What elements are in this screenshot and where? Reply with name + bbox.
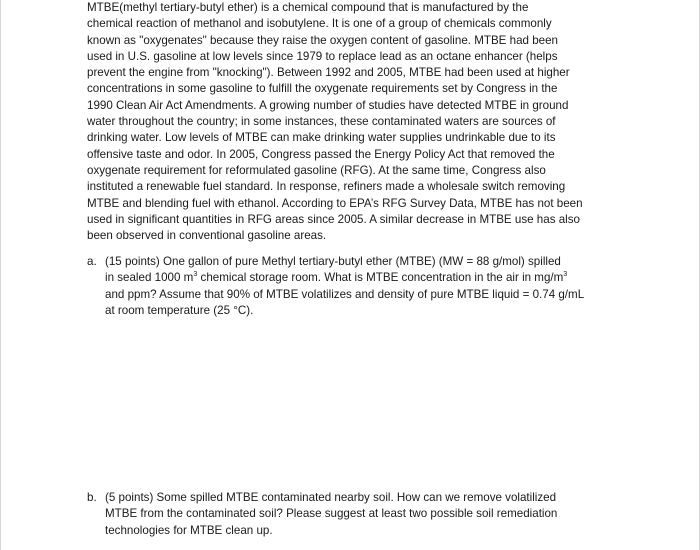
- question-b-text: [105, 490, 627, 539]
- intro-line: used in significant quantities in RFG areas since 2005. A similar decrease in MTBE use has also: [87, 212, 580, 226]
- intro-line: water throughout the country; in some instances, these contaminated waters are sources of: [87, 115, 556, 129]
- question-b-line: technologies for MTBE clean up.: [105, 523, 273, 537]
- intro-line: prevent the engine from "knocking"). Between 1992 and 2005, MTBE had been used at higher: [87, 66, 570, 80]
- question-b-line: (5 points) Some spilled MTBE contaminated nearby soil. How can we remove volatilized: [105, 491, 557, 504]
- intro-line: concentrations in some gasoline to fulfill the oxygenate requirements set by Congress in the: [87, 82, 558, 96]
- intro-line: offensive taste and odor. In 2005, Congress passed the Energy Policy Act that removed the: [87, 147, 555, 161]
- intro-line: oxygenate requirement for reformulated gasoline (RFG). At the same time, Congress also: [87, 163, 546, 177]
- question-a-text: [105, 254, 627, 319]
- intro-line: MTBE and blending fuel with ethanol. According to EPA’s RFG Survey Data, MTBE has not been: [87, 196, 583, 210]
- question-b-line: MTBE from the contaminated soil? Please suggest at least two possible soil remediation: [105, 507, 558, 521]
- intro-line: used in U.S. gasoline at low levels since 1979 to replace lead as an octane enhancer (helps: [87, 49, 558, 63]
- page-left-edge: [0, 0, 1, 550]
- intro-line: drinking water. Low levels of MTBE can make drinking water supplies undrinkable due to its: [87, 131, 556, 145]
- question-a-line-1: (15 points) One gallon of pure Methyl tertiary-butyl ether (MTBE) (MW = 88 g/mol) spilled: [105, 255, 561, 268]
- question-a-line-2-start: in sealed 1000 m: [105, 271, 194, 285]
- document-page: [87, 0, 607, 537]
- intro-line: known as "oxygenates" because they raise the oxygen content of gasoline. MTBE had been: [87, 33, 558, 47]
- intro-line: chemical reaction of methanol and isobutylene. It is one of a group of chemicals commonly: [87, 17, 552, 31]
- question-a-line-2: [105, 270, 627, 286]
- intro-line: been observed in conventional gasoline areas.: [87, 229, 327, 243]
- intro-line: 1990 Clean Air Act Amendments. A growing number of studies have detected MTBE in ground: [87, 98, 569, 112]
- superscript-cubed: 3: [563, 269, 568, 279]
- intro-line: MTBE(methyl tertiary-butyl ether) is a chemical compound that is manufactured by the: [87, 1, 529, 14]
- question-a-marker: a.: [87, 255, 97, 268]
- question-a-line-2-middle: chemical storage room. What is MTBE concentration in the air in mg/m: [197, 271, 564, 285]
- intro-line: instituted a renewable fuel standard. In response, refiners made a wholesale switch removing: [87, 180, 566, 194]
- question-a-line-4: at room temperature (25 °C).: [105, 303, 254, 317]
- question-a: [87, 254, 627, 319]
- question-b: [87, 490, 627, 539]
- intro-paragraph: [87, 0, 607, 244]
- question-b-marker: b.: [87, 491, 97, 504]
- superscript-cubed: 3: [193, 269, 198, 279]
- question-a-line-3: and ppm? Assume that 90% of MTBE volatilizes and density of pure MTBE liquid = 0.74 g/mL: [105, 287, 585, 301]
